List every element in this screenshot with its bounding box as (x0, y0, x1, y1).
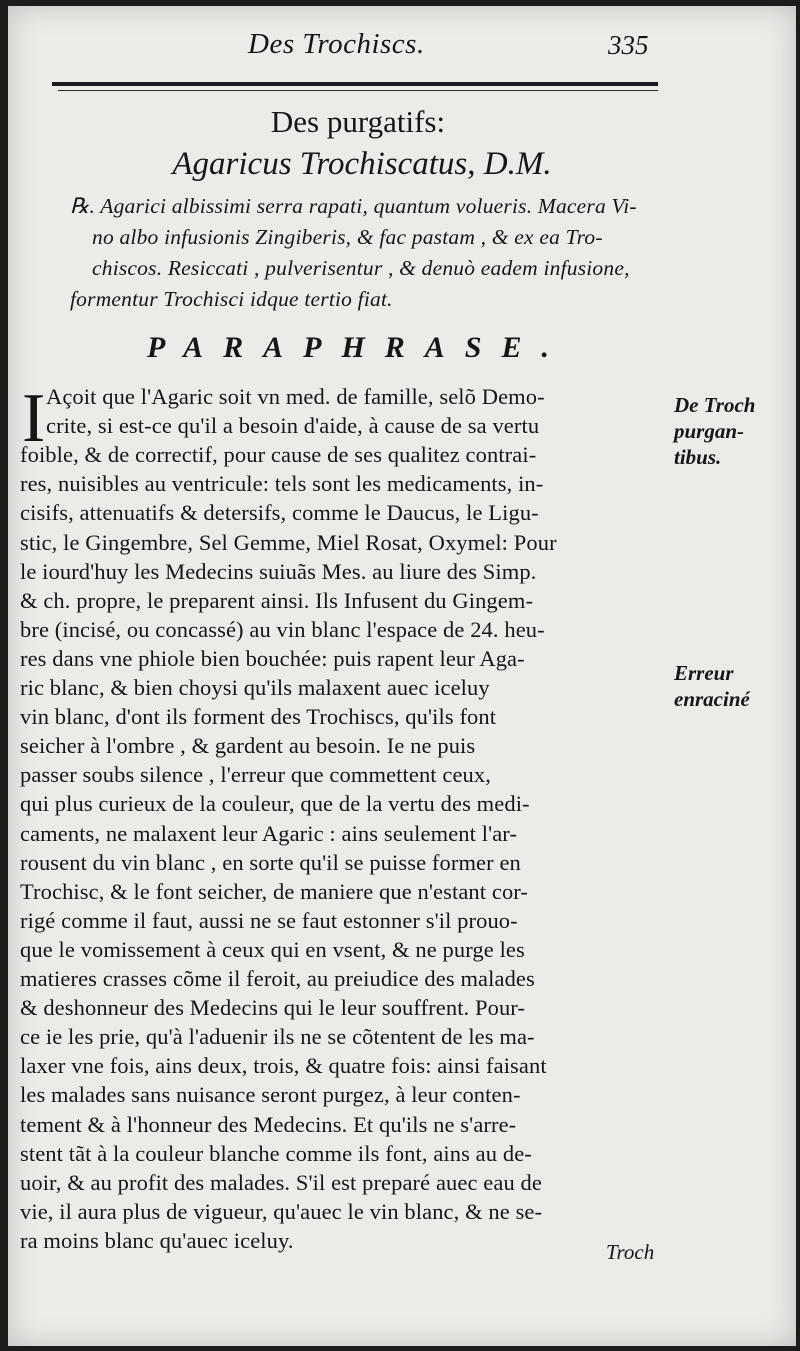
body-line: uoir, & au profit des malades. S'il est preparé auec eau de (20, 1169, 542, 1195)
body-line: rigé comme il faut, aussi ne se faut estonner s'il prouo- (20, 907, 518, 933)
margin-note-line: tibus. (674, 445, 722, 469)
body-line: que le vomissement à ceux qui en vsent, & ne purge les (20, 936, 525, 962)
margin-note-erreur (674, 660, 750, 712)
body-line: cisifs, attenuatifs & detersifs, comme le Daucus, le Ligu- (20, 500, 539, 526)
body-line: laxer vne fois, ains deux, trois, & quatre fois: ainsi faisant (20, 1053, 547, 1079)
body-line: & deshonneur des Medecins qui le leur souffrent. Pour- (20, 995, 526, 1021)
book-page (8, 6, 796, 1346)
body-line: res dans vne phiole bien bouchée: puis rapent leur Aga- (20, 645, 525, 671)
header-rule-thin (58, 90, 658, 91)
body-line: crite, si est-ce qu'il a besoin d'aide, à cause de sa vertu (46, 413, 540, 439)
body-line: foible, & de correctif, pour cause de ses qualitez contrai- (20, 442, 537, 468)
body-line: Açoit que l'Agaric soit vn med. de famille, selõ Demo- (46, 384, 545, 409)
body-line: stent tãt à la couleur blanche comme ils font, ains au de- (20, 1140, 532, 1166)
section-title: Des purgatifs: (270, 104, 446, 139)
body-line: tement & à l'honneur des Medecins. Et qu'ils ne s'arre- (20, 1111, 517, 1137)
recipe-line: formentur Trochisci idque tertio fiat. (70, 287, 393, 311)
running-head: Des Trochiscs. (248, 28, 425, 60)
header-rule (52, 82, 658, 86)
recipe-line: chiscos. Resiccati , pulverisentur , & denuò eadem infusione, (92, 256, 630, 280)
body-line: & ch. propre, le preparent ainsi. Ils Infusent du Gingem- (20, 587, 534, 613)
body-line: vin blanc, d'ont ils forment des Trochiscs, qu'ils font (20, 704, 497, 730)
recipe-line: no albo infusionis Zingiberis, & fac pastam , & ex ea Tro- (92, 225, 603, 249)
body-line: Trochisc, & le font seicher, de maniere que n'estant cor- (20, 878, 529, 904)
margin-note-line: De Troch (674, 393, 756, 417)
recipe-line: ℞. Agarici albissimi serra rapati, quantum volueris. Macera Vi- (70, 194, 637, 218)
margin-note-line: purgan- (674, 419, 745, 443)
body-line: stic, le Gingembre, Sel Gemme, Miel Rosat, Oxymel: Pour (20, 529, 557, 555)
margin-note-purgantibus (674, 392, 755, 470)
body-line: les malades sans nuisance seront purgez, à leur conten- (20, 1082, 521, 1108)
body-line: res, nuisibles au ventricule: tels sont les medicaments, in- (20, 471, 544, 497)
body-line: seicher à l'ombre , & gardent au besoin. Ie ne puis (20, 733, 476, 759)
body-line: ric blanc, & bien choysi qu'ils malaxent auec iceluy (20, 675, 490, 701)
body-line: caments, ne malaxent leur Agaric : ains seulement l'ar- (20, 820, 518, 846)
body-line: ra moins blanc qu'auec iceluy. (20, 1228, 294, 1253)
margin-note-line: Erreur (674, 661, 734, 685)
body-line: ce ie les prie, qu'à l'aduenir ils ne se cõtentent de les ma- (20, 1024, 535, 1050)
body-line: qui plus curieux de la couleur, que de la vertu des medi- (20, 791, 530, 817)
body-line: passer soubs silence , l'erreur que commettent ceux, (20, 762, 491, 788)
drop-cap: I (22, 380, 46, 457)
body-line: vie, il aura plus de vigueur, qu'auec le vin blanc, & ne se- (20, 1198, 543, 1224)
recipe-title: Agaricus Trochiscatus, D.M. (172, 146, 552, 182)
body-line: matieres crasses cõme il feroit, au preiudice des malades (20, 966, 535, 992)
catchword: Troch (606, 1240, 655, 1264)
page-number: 335 (608, 30, 649, 60)
paraphrase-heading: PARAPHRASE. (146, 331, 569, 364)
body-line: le iourd'huy les Medecins suiuãs Mes. au liure des Simp. (20, 558, 537, 584)
body-line: bre (incisé, ou concassé) au vin blanc l'espace de 24. heu- (20, 616, 545, 642)
margin-note-line: enraciné (674, 687, 750, 711)
body-line: rousent du vin blanc , en sorte qu'il se puisse former en (20, 849, 521, 875)
